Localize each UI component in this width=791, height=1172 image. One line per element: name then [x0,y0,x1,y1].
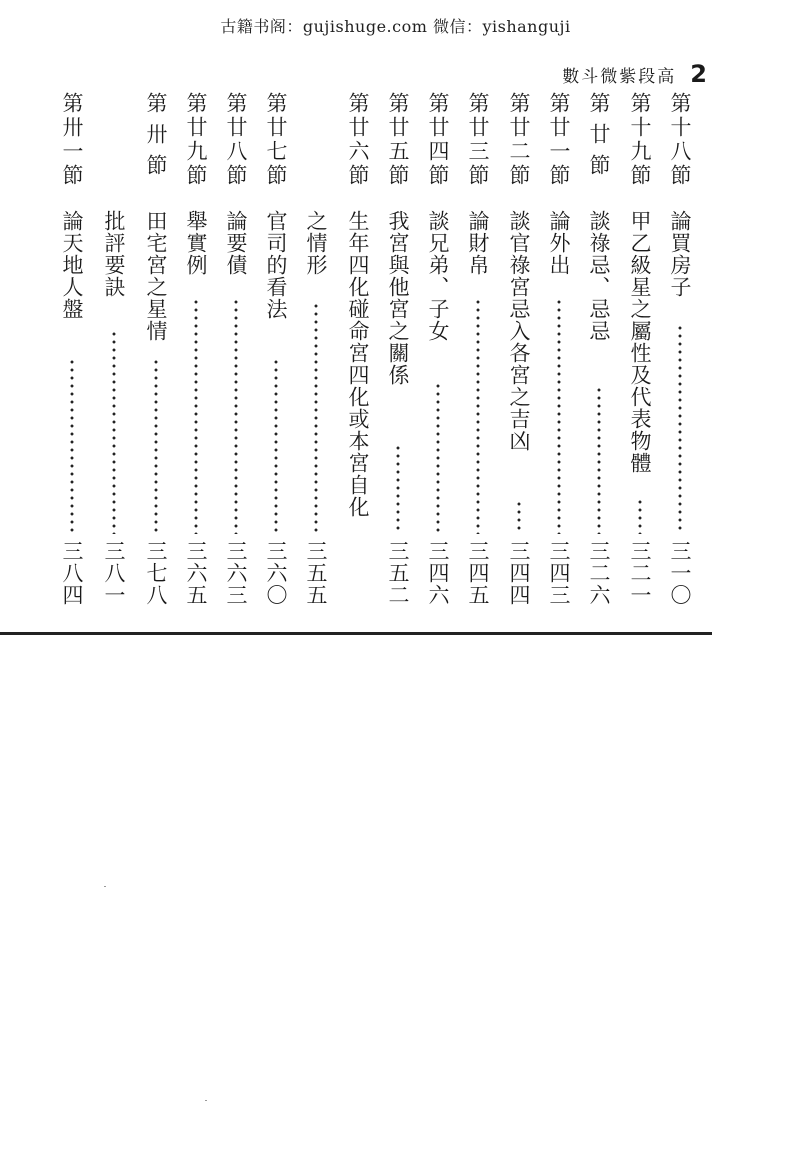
toc-dot-leader [476,298,480,534]
toc-section-number: 第廿九節 [184,92,208,188]
toc-entry [180,92,212,632]
toc-dot-leader [436,382,440,534]
toc-dot-leader [234,298,238,534]
toc-dot-leader [154,358,158,534]
toc-section-number: 第廿五節 [386,92,410,188]
table-of-contents [50,92,690,632]
scan-speck [104,886,106,887]
page-header [562,60,707,88]
watermark-text: 古籍书阁：gujishuge.com 微信：yishanguji [220,17,571,36]
book-title: 數斗微紫段高 [562,66,677,87]
toc-entry [260,92,292,632]
toc-entry-title: 談官祿宮忌入各宮之吉凶 [507,210,531,452]
toc-entry-title: 批評要訣 [102,210,126,298]
toc-entry [664,92,696,632]
toc-entry-title: 論天地人盤 [60,210,84,320]
toc-page-number: 三五五 [304,540,328,606]
toc-dot-leader [517,500,521,534]
toc-section-number: 第廿六節 [346,92,370,188]
toc-section-number: 第十九節 [628,92,652,188]
toc-section-number: 第廿八節 [224,92,248,188]
toc-entry-title: 我宮與他宮之關係 [386,210,410,386]
toc-entry [503,92,535,632]
toc-entry [220,92,252,632]
toc-dot-leader [112,330,116,534]
toc-entry-continued [300,92,332,632]
toc-page-number: 三七八 [144,540,168,606]
toc-entry-title: 生年四化碰命宮四化或本宮自化 [346,210,370,518]
toc-entry-title: 之情形 [304,210,328,276]
toc-entry-title: 舉實例 [184,210,208,276]
toc-section-number: 第卅一節 [60,92,84,188]
toc-entry-title: 論買房子 [668,210,692,298]
toc-page-number: 三四六 [426,540,450,606]
toc-dot-leader [557,298,561,534]
toc-page-number: 三八一 [102,540,126,606]
toc-page-number: 三二六 [587,540,611,606]
toc-dot-leader [597,386,601,534]
toc-section-number: 第廿節 [587,92,611,185]
toc-page-number: 三四五 [466,540,490,606]
toc-page-number: 三二一 [628,540,652,606]
toc-entry [56,92,88,632]
toc-dot-leader [194,298,198,534]
toc-entry [140,92,172,632]
toc-entry [583,92,615,632]
toc-entry-title: 論要債 [224,210,248,276]
toc-dot-leader [274,358,278,534]
scan-speck [205,1100,207,1101]
page-bottom-rule [0,632,712,635]
toc-entry [422,92,454,632]
toc-entry-title: 論外出 [547,210,571,276]
toc-dot-leader [314,302,318,534]
toc-page-number: 三四三 [547,540,571,606]
toc-entry [624,92,656,632]
toc-section-number: 第廿一節 [547,92,571,188]
toc-page-number: 三一〇 [668,540,692,606]
toc-page-number: 三六五 [184,540,208,606]
toc-page-number: 三八四 [60,540,84,606]
toc-entry-continued [98,92,130,632]
toc-dot-leader [70,358,74,534]
toc-page-number: 三五二 [386,540,410,606]
toc-section-number: 第廿四節 [426,92,450,188]
toc-page-number: 三六三 [224,540,248,606]
toc-dot-leader [396,444,400,534]
toc-section-number: 第廿七節 [264,92,288,188]
toc-entry-title: 談祿忌、忌忌 [587,210,611,342]
toc-entry [382,92,414,632]
toc-dot-leader [678,324,682,534]
toc-entry [462,92,494,632]
toc-section-number: 第廿二節 [507,92,531,188]
toc-entry-title: 甲乙級星之屬性及代表物體 [628,210,652,474]
toc-entry [543,92,575,632]
toc-entry-title: 論財帛 [466,210,490,276]
toc-section-number: 第廿三節 [466,92,490,188]
toc-entry [342,92,374,632]
toc-entry-title: 官司的看法 [264,210,288,320]
page-number: 2 [690,60,707,88]
toc-page-number: 三六〇 [264,540,288,606]
toc-section-number: 第十八節 [668,92,692,188]
toc-entry-title: 田宅宮之星情 [144,210,168,342]
toc-page-number: 三四四 [507,540,531,606]
toc-section-number: 第卅節 [144,92,168,185]
toc-dot-leader [638,498,642,534]
toc-entry-title: 談兄弟、子女 [426,210,450,342]
